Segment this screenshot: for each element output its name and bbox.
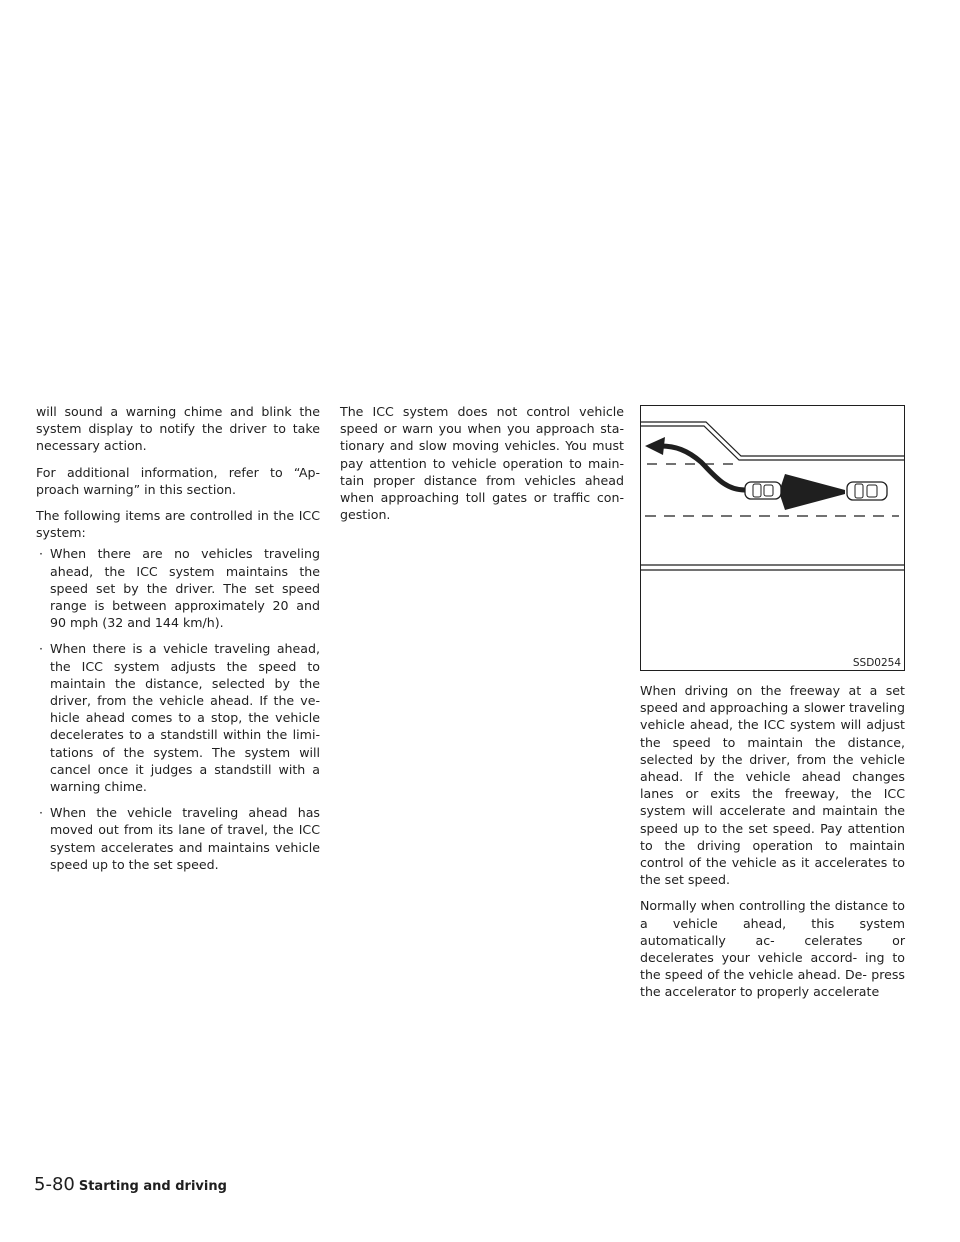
vehicle-ahead-icon [847,482,887,500]
paragraph: Normally when controlling the distance to a vehicle ahead, this system automatically ac- celerates or decelerates your vehicle accord- ing to the speed of the vehicle ahead. De- press the accelerator to properly accelerate [640,898,905,1000]
paragraph: For additional information, refer to “Ap- proach warning” in this section. [36,464,320,497]
page-footer [34,1176,227,1195]
own-car-icon [745,482,781,499]
freeway-diagram [641,406,904,670]
page-number: 5-80 [34,1174,75,1195]
list-item [36,804,320,873]
text-column-middle [340,403,624,532]
paragraph: When driving on the freeway at a set speed and approaching a slower traveling vehicle ahead, the ICC system will adjust the speed to maintain the distance, selected by the driver, from the vehicle ahead. If the vehicle ahead changes lanes or exits the freeway, the ICC system will accelerate and maintain the speed up to the set speed. Pay attention to the driving operation to maintain control of the vehicle as it accelerates to the set speed. [640,683,905,888]
text-column-left [36,403,320,882]
arrowhead-icon [645,437,665,455]
paragraph: The ICC system does not control vehicle speed or warn you when you approach sta- tionary and slow moving vehicles. You must pay attention to vehicle operation to main- tain proper distance from vehicles ahead when approaching toll gates or traffic con- gestion. [340,404,624,523]
radar-beam [779,474,845,510]
lane-change-arrow [661,446,745,490]
bullet-icon: · [39,805,44,821]
list-item [36,640,320,795]
bullet-icon: · [39,641,44,657]
section-title: Starting and driving [78,1179,227,1194]
paragraph: will sound a warning chime and blink the system display to notify the driver to take necessary action. [36,404,320,454]
freeway-diagram-figure [640,405,905,671]
list-item-text: When there is a vehicle traveling ahead, the ICC system adjusts the speed to maintain the distance, selected by the driver, from the vehicle ahead. If the ve- hicle ahead comes to a stop, the vehicle decelerates to a standstill within the limi- tations of the system. The system will cancel once it judges a standstill with a warning chime. [50,641,320,795]
bullet-list [36,545,320,873]
list-item [36,545,320,631]
paragraph: The following items are controlled in the ICC system: [36,508,320,541]
text-column-right [640,405,905,1010]
figure-id-label: SSD0254 [852,657,901,669]
list-item-text: When there are no vehicles traveling ahead, the ICC system maintains the speed set by the driver. The set speed range is between approximately 20 and 90 mph (32 and 144 km/h). [50,546,320,631]
bullet-icon: · [39,546,44,562]
road-edge-line [641,426,904,460]
list-item-text: When the vehicle traveling ahead has moved out from its lane of travel, the ICC system accelerates and maintains vehicle speed up to the set speed. [50,805,320,872]
